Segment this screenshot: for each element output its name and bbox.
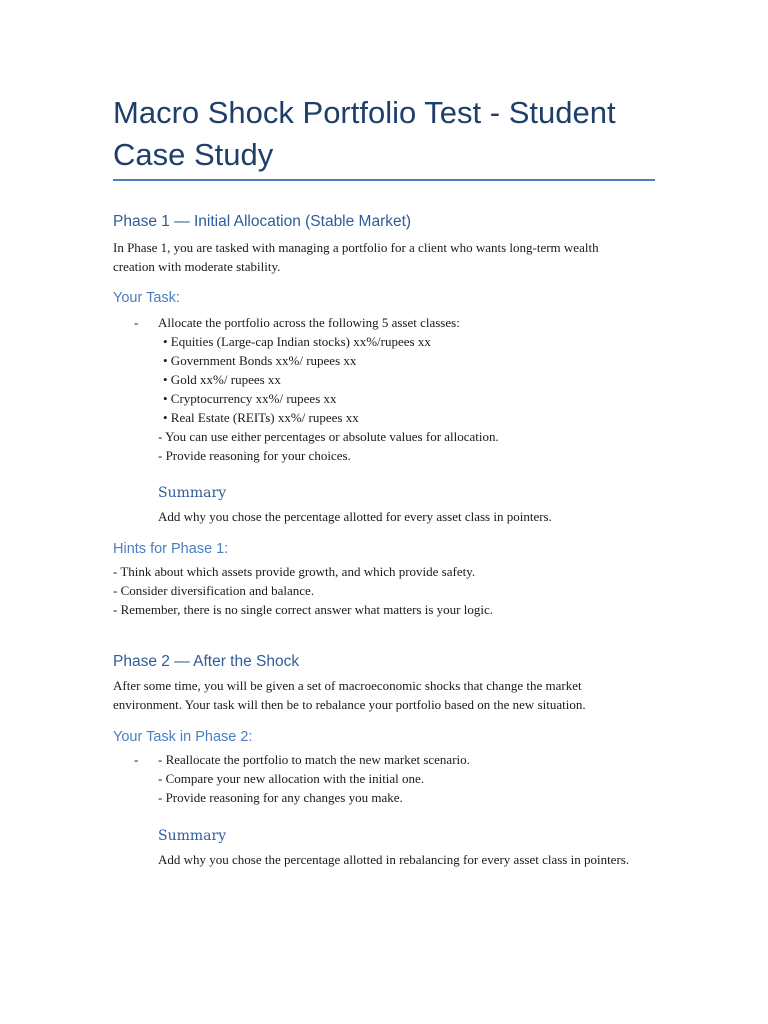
hint-item: - Think about which assets provide growth, and which provide safety. <box>113 564 476 579</box>
phase1-task-heading: Your Task: <box>113 290 180 306</box>
title-underline <box>113 179 655 181</box>
asset-item-gold: • Gold xx%/ rupees xx <box>163 372 281 387</box>
phase2-heading: Phase 2 — After the Shock <box>113 653 300 670</box>
phase1-heading: Phase 1 — Initial Allocation (Stable Market) <box>113 213 412 230</box>
phase2-task-heading: Your Task in Phase 2: <box>113 729 253 745</box>
phase1-hints-heading: Hints for Phase 1: <box>113 541 229 557</box>
phase1-task-lead: Allocate the portfolio across the following 5 asset classes: <box>158 315 460 330</box>
hint-item: - Remember, there is no single correct answer what matters is your logic. <box>113 602 493 617</box>
phase2-task-item: - Provide reasoning for any changes you make. <box>158 790 403 805</box>
phase1-summary-heading: Summary <box>158 485 227 501</box>
phase1-summary-text: Add why you chose the percentage allotted for every asset class in pointers. <box>158 509 552 524</box>
phase2-task-item: - Compare your new allocation with the initial one. <box>158 771 425 786</box>
phase1-intro: In Phase 1, you are tasked with managing a portfolio for a client who wants long-term wealth creation with moderate stability. <box>113 240 599 274</box>
phase1-bullet-marker: - <box>134 315 139 330</box>
asset-item-real-estate: • Real Estate (REITs) xx%/ rupees xx <box>163 410 359 425</box>
phase2-intro: After some time, you will be given a set of macroeconomic shocks that change the market environment. Your task will then be to rebalance your portfolio based on the new situation. <box>113 678 586 712</box>
phase2-summary-heading: Summary <box>158 828 227 844</box>
asset-item-bonds: • Government Bonds xx%/ rupees xx <box>163 353 357 368</box>
phase2-bullet-marker: - <box>134 752 139 767</box>
phase1-note: - Provide reasoning for your choices. <box>158 448 351 463</box>
hint-item: - Consider diversification and balance. <box>113 583 315 598</box>
phase1-note: - You can use either percentages or absolute values for allocation. <box>158 429 499 444</box>
document-title: Macro Shock Portfolio Test - Student Case Study <box>113 95 616 172</box>
asset-item-crypto: • Cryptocurrency xx%/ rupees xx <box>163 391 337 406</box>
asset-item-equities: • Equities (Large-cap Indian stocks) xx%/rupees xx <box>163 334 431 349</box>
phase2-task-item: - Reallocate the portfolio to match the new market scenario. <box>158 752 470 767</box>
phase2-summary-text: Add why you chose the percentage allotted in rebalancing for every asset class in pointers. <box>158 852 630 867</box>
